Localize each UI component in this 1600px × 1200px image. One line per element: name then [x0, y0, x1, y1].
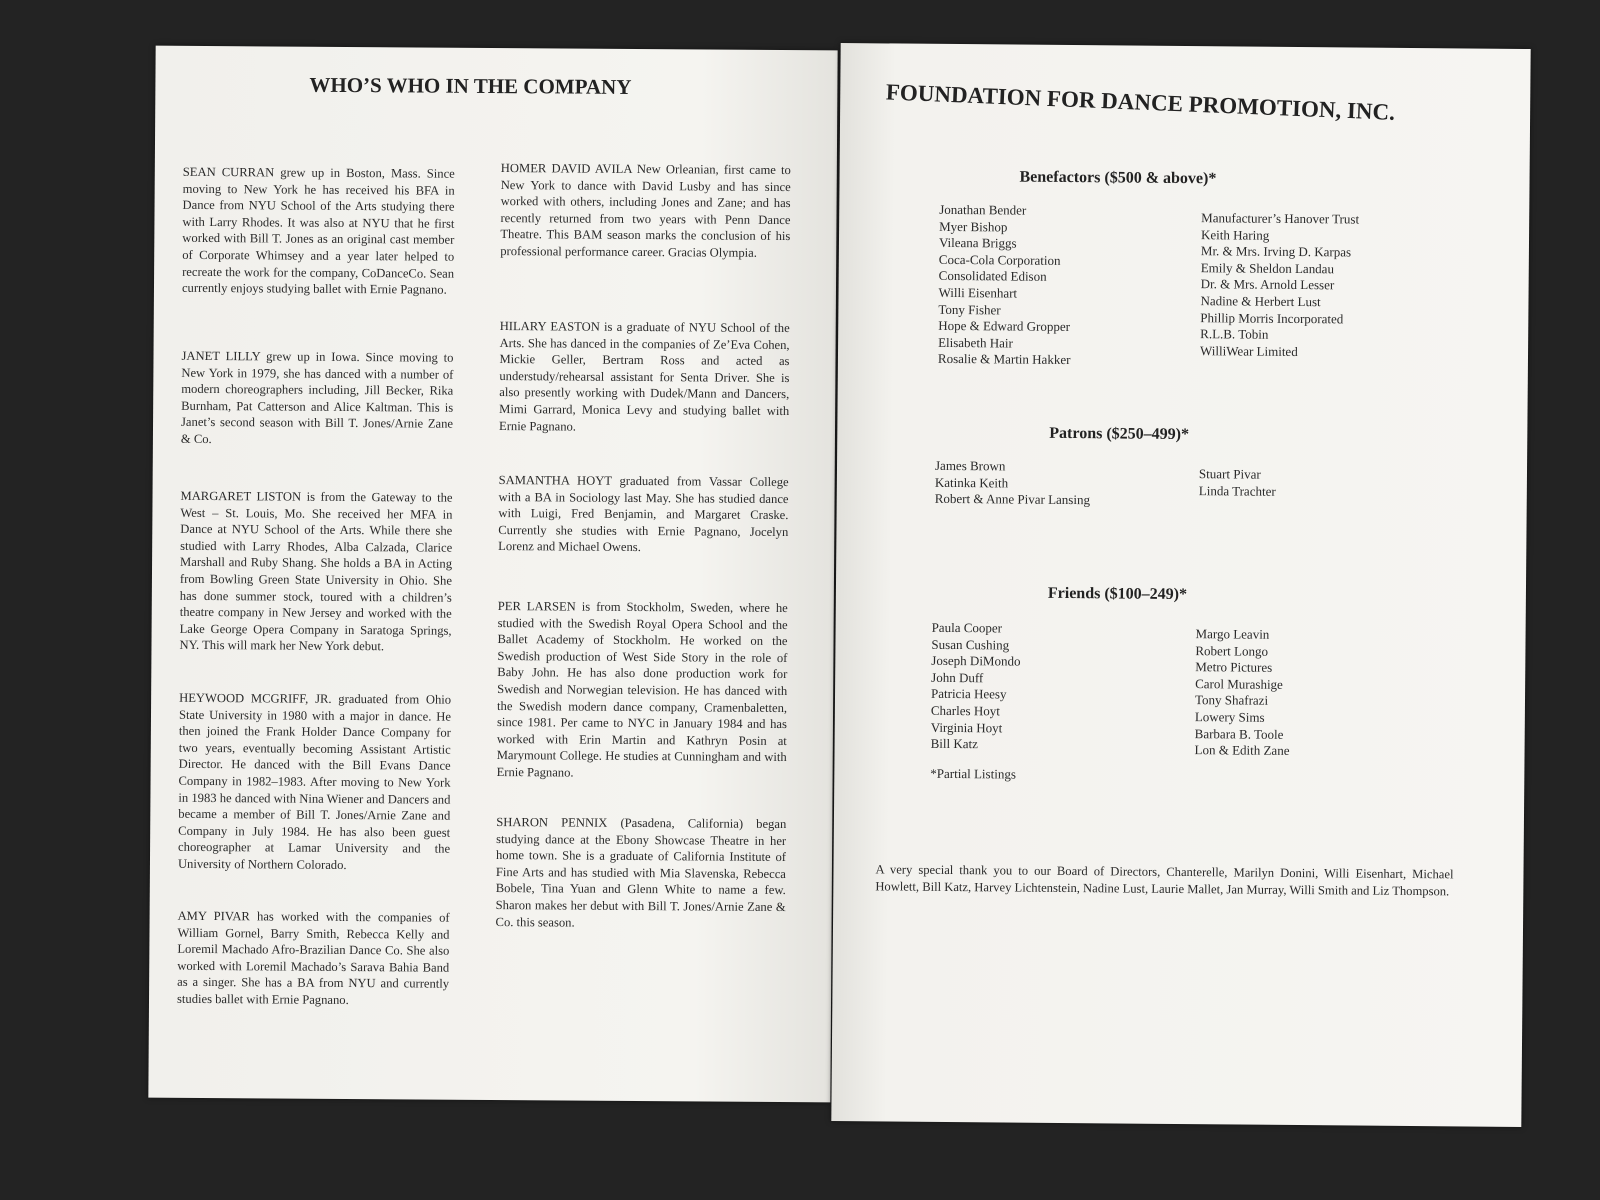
- benefactors-name: Willi Eisenhart: [938, 284, 1018, 301]
- benefactors-name: Jonathan Bender: [939, 201, 1027, 218]
- bio-samantha-hoyt: [498, 472, 789, 557]
- benefactors-name: Mr. & Mrs. Irving D. Karpas: [1200, 243, 1352, 260]
- thank-you-note: A very special thank you to our Board of Directors, Chanterelle, Marilyn Donini, Willi Eisenhart, Michael Howlett, Bill Katz, Harvey Lichtenstein, Nadine Lust, Laurie Mallet, Jan Murray, Willi Smith and Liz Thompson.: [875, 862, 1454, 899]
- bio-janet-lilly: [181, 348, 454, 449]
- friends-list-left: [931, 620, 1021, 754]
- benefactors-heading: Benefactors ($500 & above)*: [1019, 168, 1217, 188]
- partial-listings-note: *Partial Listings: [930, 765, 1017, 782]
- benefactors-name: Rosalie & Martin Hakker: [937, 351, 1071, 368]
- right-page: [831, 43, 1530, 1127]
- friends-name: Metro Pictures: [1195, 659, 1273, 675]
- friends-name: Margo Leavin: [1195, 626, 1270, 642]
- bio-name: SAMANTHA HOYT: [498, 473, 612, 488]
- friends-name: Lowery Sims: [1194, 709, 1265, 725]
- friends-name: Virginia Hoyt: [930, 719, 1003, 736]
- bio-text: is from Stockholm, Sweden, where he studied with the Swedish Royal Opera School and the Ballet Academy of Stockholm. He worked on the Swedish production of West Side Story in the role of Baby John. He has also done production work for Swedish and Norwegian television. He has danced with the Swedish modern dance company, Cramenbaletten, since 1981. Per came to NYC in January 1984 and has worked with Erin Martin and Kathryn Posin at Marymount College. He studies at Cunningham and with Ernie Pagnano.: [496, 599, 788, 780]
- bio-margaret-liston: [179, 488, 452, 656]
- bio-text: grew up in Iowa. Since moving to New York in 1979, she has danced with a number of modern choreographers including, Jill Becker, Rika Burnham, Pat Catterson and Alice Kaltman. This is Janet’s second season with Bill T. Jones/Arnie Zane & Co.: [180, 349, 454, 447]
- friends-name: Paula Cooper: [931, 619, 1003, 636]
- bio-text: is from the Gateway to the West – St. Louis, Mo. She received her MFA in Dance at NYU School of the Arts. While there she studied with Larry Rhodes, Alba Calzada, Clarice Marshall and Ruby Shang. She holds a BA in Acting from Bowling Green State University in Ohio. She has done summer stock, toured with a children’s theatre company in New Jersey and worked with the Lake George Opera Company in Saratoga Springs, NY. This will mark her New York debut.: [179, 489, 453, 654]
- bio-name: HOMER DAVID AVILA: [500, 161, 632, 176]
- benefactors-name: Phillip Morris Incorporated: [1200, 309, 1344, 326]
- friends-name: John Duff: [931, 669, 984, 686]
- benefactors-name: Consolidated Edison: [938, 268, 1047, 285]
- benefactors-name: Tony Fisher: [938, 301, 1001, 317]
- benefactors-list-right: [1200, 210, 1359, 361]
- friends-name: Bill Katz: [930, 735, 978, 752]
- benefactors-name: Manufacturer’s Hanover Trust: [1201, 210, 1360, 227]
- benefactors-name: Elisabeth Hair: [938, 334, 1013, 351]
- bio-name: MARGARET LISTON: [180, 488, 302, 504]
- bio-text: grew up in Boston, Mass. Since moving to New York he has received his BFA in Dance from NYU School of the Arts studying there with Larry Rhodes. It was also at NYU that he first worked with Bill T. Jones as an original cast member of Corporate Whimsey and a year later helped to recreate the work for the company, CoDanceCo. Sean currently enjoys studying ballet with Ernie Pagnano.: [181, 165, 455, 297]
- benefactors-name: WilliWear Limited: [1199, 342, 1298, 359]
- bio-per-larsen: [497, 598, 788, 783]
- bio-hilary-easton: [499, 318, 790, 436]
- bio-text: (Pasadena, California) began studying dance at the Ebony Showcase Theatre in her home town. She is a graduate of California Institute of Fine Arts and has studied with Mia Slavenska, Rebecca Bobele, Tina Yuan and Glenn White to name a few. Sharon makes her debut with Bill T. Jones/Arnie Zane & Co. this season.: [495, 815, 787, 930]
- bio-text: is a graduate of NYU School of the Arts. She has danced in the companies of Ze’Eva Cohen, Mickie Geller, Bertram Ross and acted as understudy/rehearsal assistant for Senta Driver. She is also presently working with Dudek/Mann and Dancers, Mimi Garrard, Monica Levy and studying ballet with Ernie Pagnano.: [498, 319, 790, 434]
- friends-list-right: [1194, 626, 1290, 760]
- friends-name: Joseph DiMondo: [931, 653, 1021, 669]
- bio-text: graduated from Vassar College with a BA in Sociology last May. She has studied dance with Luigi, Fred Benjamin, and Margaret Craske. Currently she studies with Ernie Pagnano, Jocelyn Lorenz and Michael Owens.: [498, 473, 789, 555]
- patrons-name: Stuart Pivar: [1198, 466, 1261, 482]
- friends-name: Charles Hoyt: [930, 702, 1000, 719]
- benefactors-name: Coca-Cola Corporation: [938, 251, 1061, 268]
- benefactors-name: R.L.B. Tobin: [1200, 326, 1269, 342]
- bio-homer-david-avila: [500, 160, 791, 262]
- friends-name: Robert Longo: [1195, 642, 1269, 659]
- bio-name: PER LARSEN: [497, 599, 576, 614]
- friends-name: Patricia Heesy: [930, 686, 1007, 702]
- bio-heywood-mcgriff: [178, 690, 451, 874]
- benefactors-list-left: [938, 202, 1072, 369]
- bio-sean-curran: [182, 164, 455, 299]
- friends-heading: Friends ($100–249)*: [1047, 584, 1188, 604]
- bio-name: SHARON PENNIX: [496, 815, 608, 830]
- benefactors-name: Vileana Briggs: [938, 235, 1017, 251]
- bio-text: New Orleanian, first came to New York to dance with David Lusby and has since worked with others, including Jones and Zane; and has recently returned from two years with Penn Dance Theatre. This BAM season marks the conclusion of his professional performance career. Gracias Olympia.: [500, 161, 791, 260]
- patrons-name: Katinka Keith: [934, 474, 1009, 491]
- bio-text: graduated from Ohio State University in 1980 with a major in dance. He then joined the Frank Holder Dance Company for two years, eventually becoming Assistant Artistic Director. He danced with the Bill Evans Dance Company in 1982–1983. After moving to New York in 1983 he danced with Nina Wiener and Dancers and became a member of Bill T. Jones/Arnie Zane and Company in July 1984. He has also been guest choreographer at Lamar University and the University of Northern Colorado.: [177, 691, 452, 872]
- patrons-name: Linda Trachter: [1198, 482, 1276, 499]
- bio-name: HEYWOOD MCGRIFF, JR.: [179, 690, 332, 706]
- benefactors-name: Emily & Sheldon Landau: [1200, 259, 1335, 277]
- bio-name: SEAN CURRAN: [182, 164, 275, 180]
- benefactors-name: Dr. & Mrs. Arnold Lesser: [1200, 276, 1335, 293]
- bio-name: JANET LILLY: [181, 348, 261, 364]
- friends-name: Susan Cushing: [931, 636, 1010, 653]
- page-title-foundation: FOUNDATION FOR DANCE PROMOTION, INC.: [885, 79, 1396, 125]
- patrons-list-right: [1199, 466, 1276, 500]
- patrons-heading: Patrons ($250–499)*: [1049, 424, 1190, 444]
- bio-text: has worked with the companies of William Gornel, Barry Smith, Rebecca Kelly and Loremil Machado Afro-Brazilian Dance Co. She also worked with Loremil Machado’s Sarava Bahia Band as a singer. She has a BA from NYU and currently studies ballet with Ernie Pagnano.: [176, 909, 450, 1007]
- patrons-name: James Brown: [934, 457, 1006, 474]
- benefactors-name: Myer Bishop: [939, 218, 1008, 235]
- bio-name: HILARY EASTON: [499, 319, 600, 334]
- friends-name: Lon & Edith Zane: [1194, 742, 1290, 759]
- benefactors-name: Nadine & Herbert Lust: [1200, 293, 1321, 310]
- benefactors-name: Keith Haring: [1200, 226, 1270, 243]
- patrons-name: Robert & Anne Pivar Lansing: [934, 491, 1091, 508]
- left-page: [148, 46, 837, 1103]
- page-title-whos-who: WHO’S WHO IN THE COMPANY: [309, 72, 632, 99]
- patrons-list-left: [935, 458, 1091, 509]
- benefactors-name: Hope & Edward Gropper: [938, 318, 1071, 335]
- friends-name: Carol Murashige: [1195, 675, 1283, 692]
- bio-sharon-pennix: [496, 814, 787, 932]
- friends-name: Barbara B. Toole: [1194, 725, 1284, 742]
- bio-amy-pivar: [177, 908, 450, 1009]
- bio-name: AMY PIVAR: [177, 908, 250, 924]
- friends-name: Tony Shafrazi: [1194, 692, 1269, 709]
